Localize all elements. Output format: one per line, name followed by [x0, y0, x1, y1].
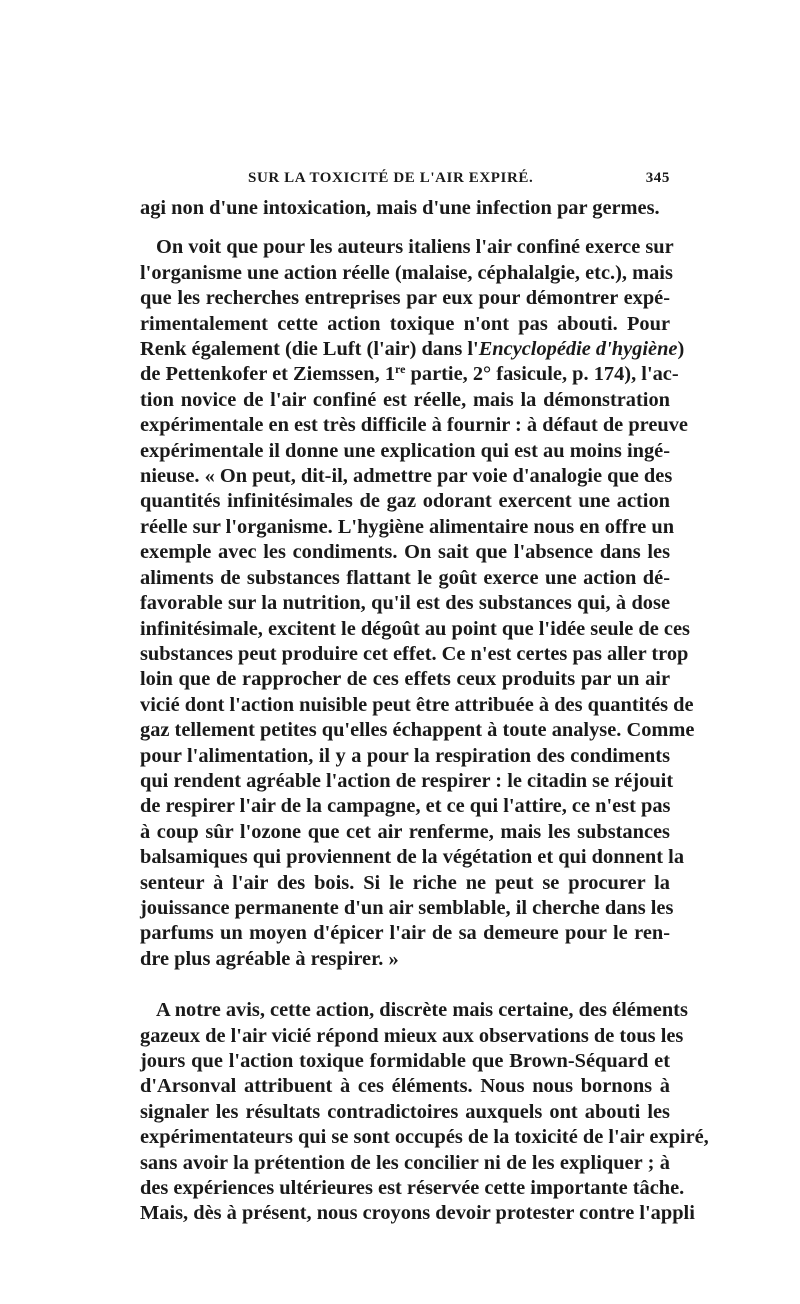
- text-line: d'Arsonval attribuent à ces éléments. Nous nous bornons à: [140, 1075, 670, 1098]
- text-line: exemple avec les condiments. On sait que l'absence dans les: [140, 541, 670, 564]
- text-line: agi non d'une intoxication, mais d'une infection par germes.: [140, 197, 660, 219]
- text-line: jouissance permanente d'un air semblable, il cherche dans les: [140, 896, 674, 919]
- text-line: loin que de rapprocher de ces effets ceux produits par un air: [140, 668, 670, 691]
- text-line: favorable sur la nutrition, qu'il est des substances qui, à dose: [140, 592, 670, 615]
- text-line-with-superscript: [140, 362, 679, 387]
- text-line: jours que l'action toxique formidable que Brown-Séquard et: [140, 1050, 670, 1072]
- text-line: à coup sûr l'ozone que cet air renferme, mais les substances: [140, 820, 670, 843]
- paragraph-3: [140, 998, 709, 1227]
- paragraph-1: [140, 196, 670, 221]
- text-line: quantités infinitésimales de gaz odorant exercent une action: [140, 490, 670, 513]
- text-line: balsamiques qui proviennent de la végétation et qui donnent la: [140, 846, 685, 869]
- text-line: aliments de substances flattant le goût exerce une action dé-: [140, 566, 670, 589]
- page-number: 345: [645, 170, 670, 186]
- book-page: [140, 170, 709, 1227]
- text-fragment: partie, 2° fasicule, p. 174), l'ac-: [405, 363, 679, 386]
- italic-title: Encyclopédie d'hygiène: [478, 338, 678, 361]
- text-line: pour l'alimentation, il y a pour la respiration des condiments: [140, 744, 670, 767]
- text-line: expérimentateurs qui se sont occupés de la toxicité de l'air expiré,: [140, 1126, 709, 1149]
- text-line: gaz tellement petites qu'elles échappent à toute analyse. Comme: [140, 719, 695, 742]
- text-line: On voit que pour les auteurs italiens l'air confiné exerce sur: [156, 236, 674, 259]
- text-line: parfums un moyen d'épicer l'air de sa demeure pour le ren-: [140, 922, 670, 945]
- text-fragment: ): [677, 338, 685, 361]
- text-line: signaler les résultats contradictoires auxquels ont abouti les: [140, 1100, 670, 1123]
- text-fragment: de Pettenkofer et Ziemssen, 1: [140, 363, 396, 386]
- text-line: senteur à l'air des bois. Si le riche ne peut se procurer la: [140, 871, 670, 894]
- text-line: expérimentale il donne une explication qui est au moins ingé-: [140, 439, 670, 462]
- text-line: Mais, dès à présent, nous croyons devoir protester contre l'appli: [140, 1202, 695, 1225]
- text-line: vicié dont l'action nuisible peut être attribuée à des quantités de: [140, 693, 694, 716]
- text-line: tion novice de l'air confiné est réelle, mais la démonstration: [140, 388, 670, 411]
- superscript: re: [395, 362, 406, 377]
- text-line: qui rendent agréable l'action de respirer : le citadin se réjouit: [140, 769, 674, 792]
- text-line: que les recherches entreprises par eux pour démontrer expé-: [140, 287, 670, 310]
- text-line: expérimentale en est très difficile à fournir : à défaut de preuve: [140, 414, 688, 437]
- running-title: SUR LA TOXICITÉ DE L'AIR EXPIRÉ.: [248, 170, 534, 186]
- text-line: infinitésimale, excitent le dégoût au point que l'idée seule de ces: [140, 617, 690, 640]
- text-line: rimentalement cette action toxique n'ont pas abouti. Pour: [140, 312, 670, 335]
- text-line: sans avoir la prétention de les concilier ni de les expliquer ; à: [140, 1151, 670, 1174]
- text-line-with-italic: [140, 337, 685, 362]
- text-line: substances peut produire cet effet. Ce n'est certes pas aller trop: [140, 642, 689, 665]
- text-line: dre plus agréable à respirer. »: [140, 947, 399, 970]
- text-line: l'organisme une action réelle (malaise, céphalalgie, etc.), mais: [140, 261, 673, 284]
- text-line: A notre avis, cette action, discrète mais certaine, des éléments: [156, 999, 688, 1022]
- body-text: [140, 196, 709, 1227]
- paragraph-2: [140, 235, 695, 972]
- running-head: [140, 170, 670, 190]
- text-line: gazeux de l'air vicié répond mieux aux observations de tous les: [140, 1024, 684, 1047]
- text-fragment: Renk également (die Luft (l'air) dans l': [140, 338, 479, 361]
- text-line: nieuse. « On peut, dit-il, admettre par voie d'analogie que des: [140, 465, 673, 488]
- text-line: réelle sur l'organisme. L'hygiène alimentaire nous en offre un: [140, 515, 675, 538]
- text-line: de respirer l'air de la campagne, et ce qui l'attire, ce n'est pas: [140, 795, 671, 818]
- text-line: des expériences ultérieures est réservée cette importante tâche.: [140, 1177, 685, 1200]
